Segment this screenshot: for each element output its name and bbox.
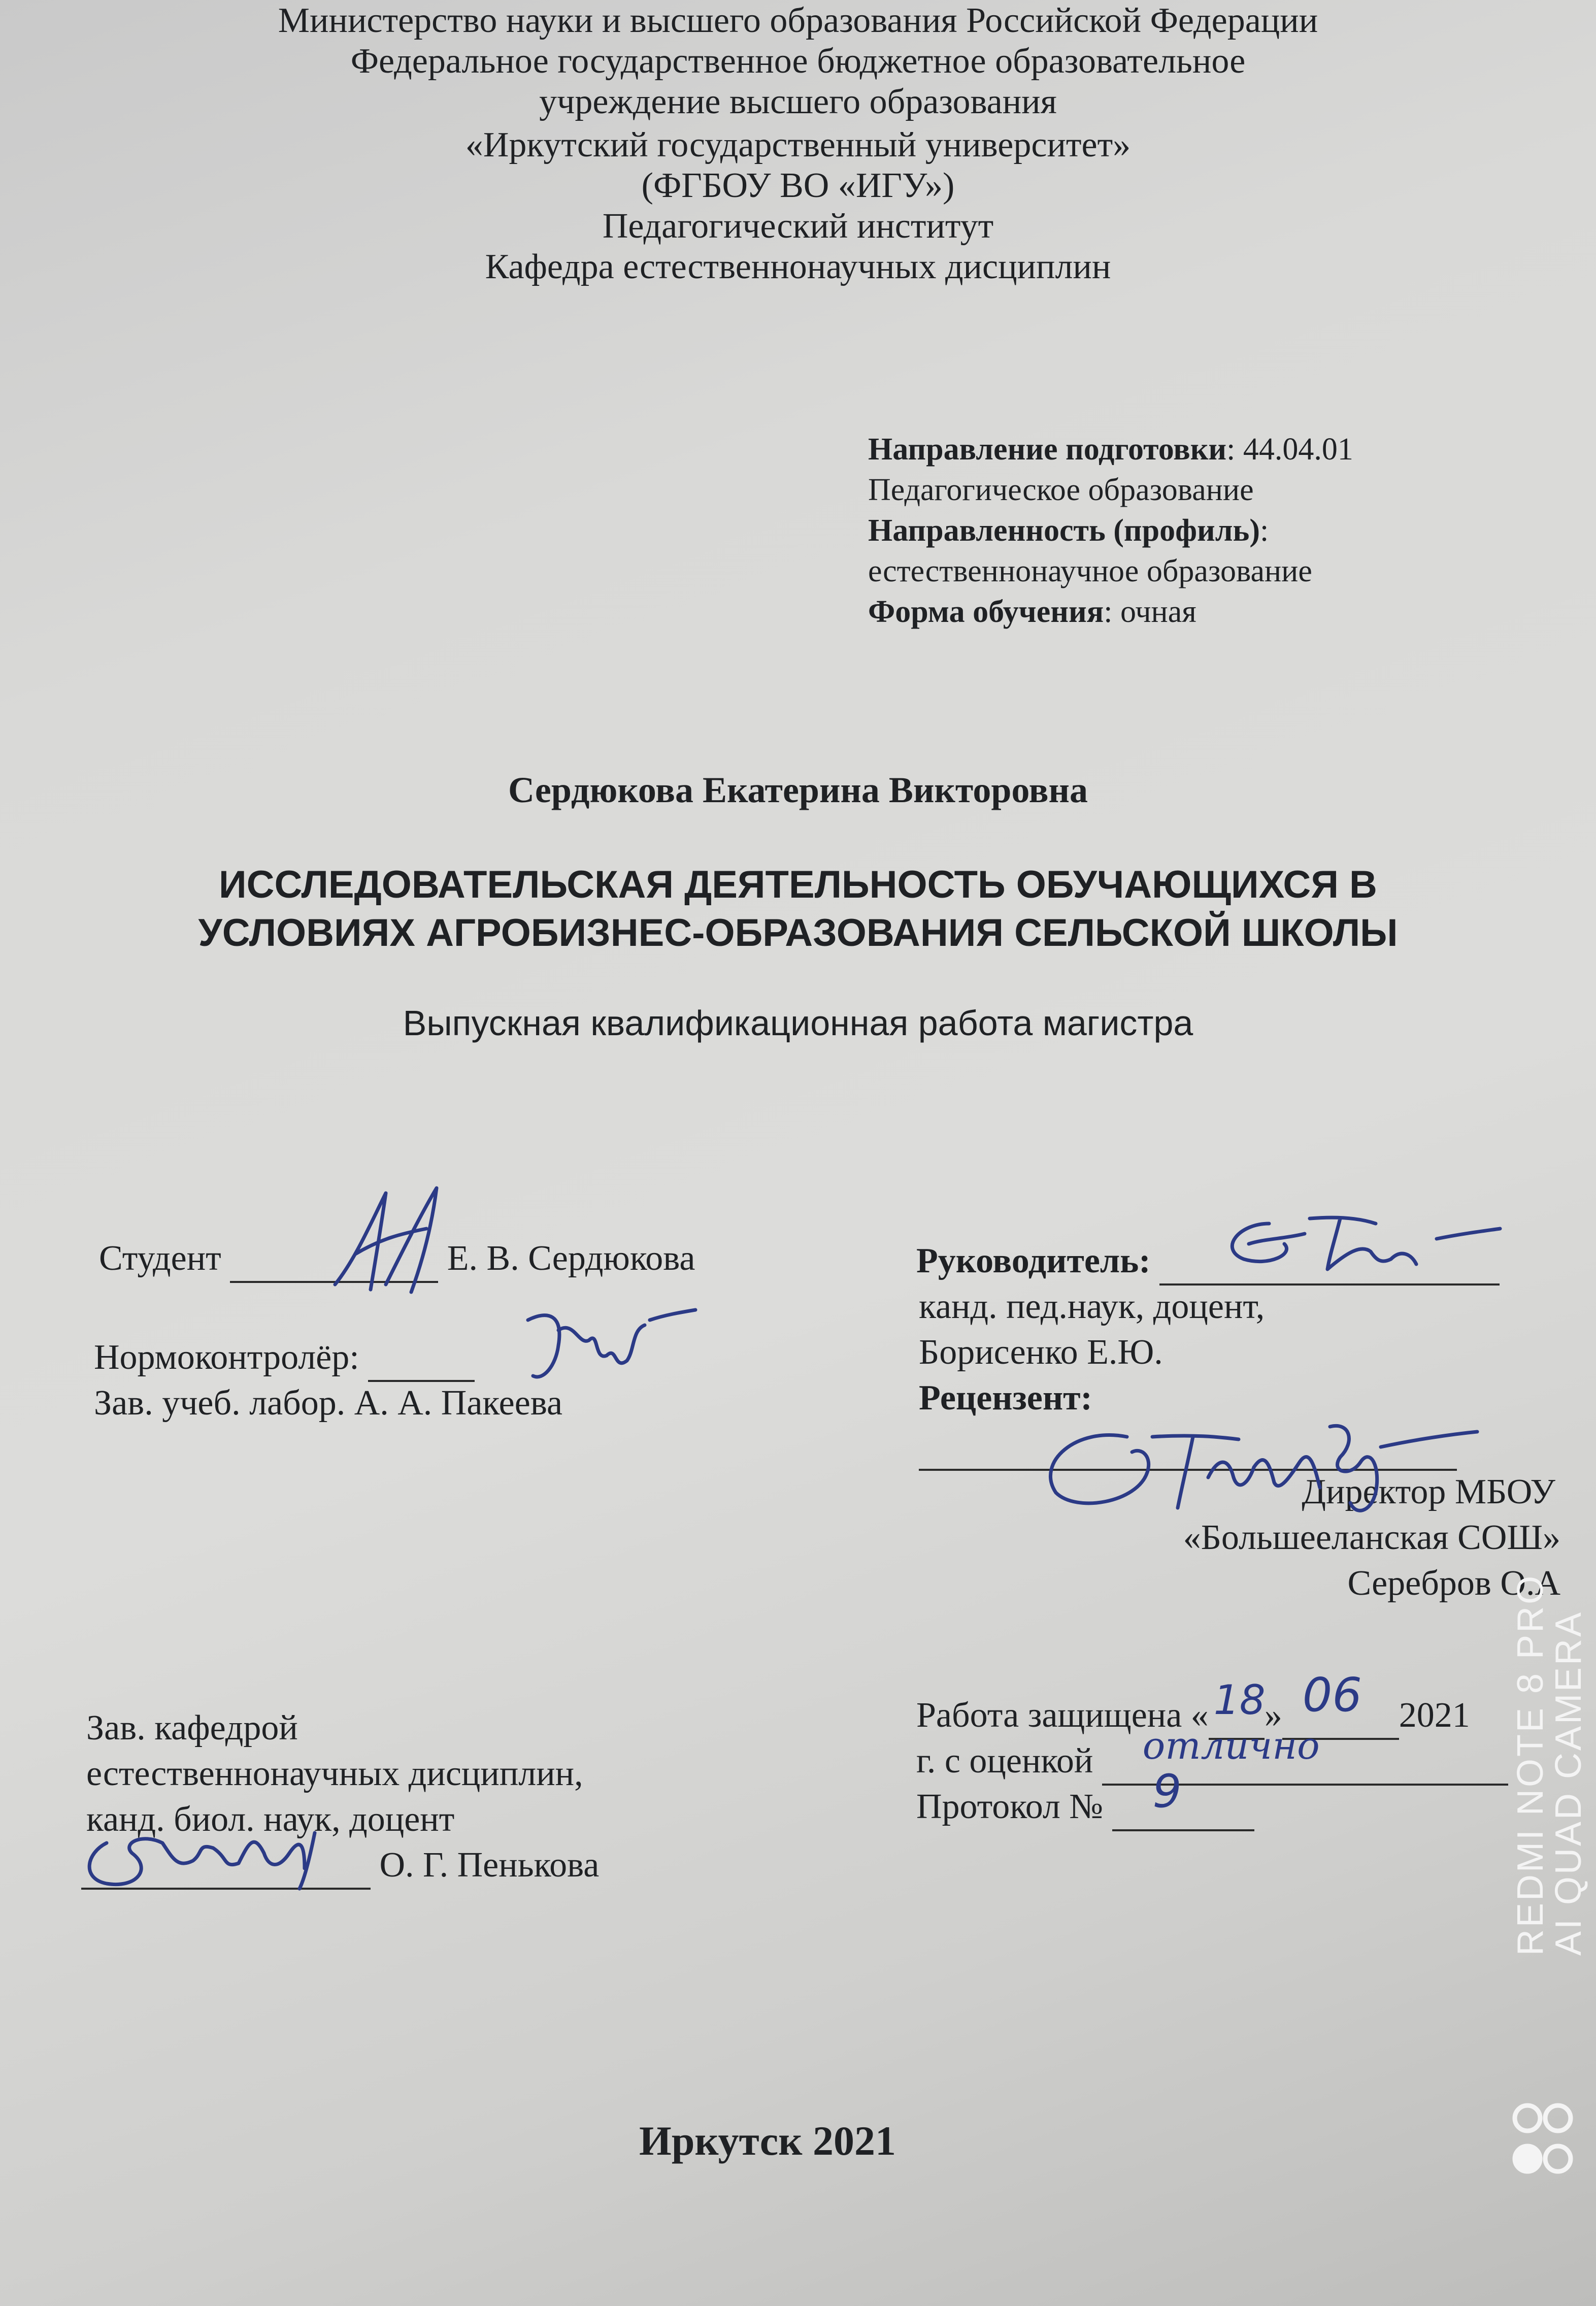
direction-label: Направление подготовки xyxy=(868,432,1227,467)
reviewer-line-1: Директор МБОУ xyxy=(1302,1472,1555,1511)
profile-value: : xyxy=(1259,513,1269,548)
direction-value-2: Педагогическое образование xyxy=(868,473,1254,507)
grade-value: отлично xyxy=(1142,1724,1320,1768)
author-name: Сердюкова Екатерина Викторовна xyxy=(508,770,1088,810)
form-value: : очная xyxy=(1104,595,1196,629)
watermark-line-2: AI QUAD CAMERA xyxy=(1548,1610,1589,1956)
profile-label: Направленность (профиль) xyxy=(868,513,1260,548)
header-line-5: (ФГБОУ ВО «ИГУ») xyxy=(641,166,955,205)
supervisor-line-1: канд. пед.наук, доцент, xyxy=(919,1287,1265,1326)
defense-prefix: Работа защищена « xyxy=(916,1696,1209,1735)
header-line-7: Кафедра естественнонаучных дисциплин xyxy=(485,247,1111,286)
grade-label: г. с оценкой xyxy=(916,1741,1093,1781)
protocol-label: Протокол № xyxy=(916,1787,1104,1826)
normcontrol-signature-line xyxy=(368,1335,475,1382)
supervisor-line-2: Борисенко Е.Ю. xyxy=(919,1333,1163,1372)
supervisor-label: Руководитель: xyxy=(916,1241,1151,1280)
header-line-1: Министерство науки и высшего образования Российской Федерации xyxy=(278,1,1318,40)
thesis-title-line-2: УСЛОВИЯХ АГРОБИЗНЕС-ОБРАЗОВАНИЯ СЕЛЬСКОЙ ШКОЛЫ xyxy=(198,911,1398,954)
protocol-number: 9 xyxy=(1152,1765,1182,1818)
defense-month: 06 xyxy=(1302,1668,1362,1722)
header-line-4: «Иркутский государственный университет» xyxy=(465,125,1131,164)
protocol-line xyxy=(916,1765,1254,1831)
direction-line xyxy=(868,429,1353,470)
grade-line xyxy=(916,1724,1508,1786)
city-year: Иркутск 2021 xyxy=(639,2118,896,2164)
camera-watermark xyxy=(1510,1573,1589,2245)
head-line-1: Зав. кафедрой xyxy=(86,1708,298,1748)
camera-lens-icon xyxy=(1510,2093,1576,2210)
supervisor-signature xyxy=(1208,1203,1503,1284)
normcontrol-label: Нормоконтролёр: xyxy=(94,1338,359,1377)
thesis-type: Выпускная квалификационная работа магистра xyxy=(403,1003,1193,1043)
defense-year: 2021 xyxy=(1399,1696,1470,1735)
reviewer-line-2: «Большееланская СОШ» xyxy=(1183,1518,1560,1557)
profile-value-2: естественнонаучное образование xyxy=(868,554,1312,588)
head-line-2: естественнонаучных дисциплин, xyxy=(86,1754,583,1793)
student-name: Е. В. Сердюкова xyxy=(447,1239,695,1278)
header-line-3: учреждение высшего образования xyxy=(539,82,1057,121)
head-name: О. Г. Пенькова xyxy=(379,1846,600,1885)
reviewer-signature xyxy=(1025,1406,1482,1523)
head-signature xyxy=(76,1813,340,1894)
normcontrol-name: Зав. учеб. лабор. А. А. Пакеева xyxy=(94,1383,563,1423)
header-line-6: Педагогический институт xyxy=(602,207,994,246)
protocol-field xyxy=(1112,1765,1254,1831)
watermark-line-1: REDMI NOTE 8 PRO xyxy=(1510,1573,1551,1956)
profile-line xyxy=(868,510,1269,551)
defense-day: 18 xyxy=(1213,1676,1266,1724)
defense-mid: » xyxy=(1264,1696,1282,1735)
student-label: Студент xyxy=(99,1239,221,1278)
thesis-title-line-1: ИССЛЕДОВАТЕЛЬСКАЯ ДЕЯТЕЛЬНОСТЬ ОБУЧАЮЩИХСЯ В xyxy=(219,863,1377,906)
normcontrol-signature xyxy=(518,1300,701,1391)
normcontrol-line xyxy=(94,1335,475,1382)
student-signature xyxy=(325,1183,447,1300)
head-line-3: канд. биол. наук, доцент xyxy=(86,1800,455,1839)
header-line-2: Федеральное государственное бюджетное образовательное xyxy=(350,42,1246,81)
reviewer-line-3: Серебров О.А xyxy=(1347,1564,1560,1603)
form-line xyxy=(868,591,1196,632)
direction-value: : 44.04.01 xyxy=(1226,432,1353,467)
form-label: Форма обучения xyxy=(868,595,1104,629)
reviewer-label-text: Рецензент: xyxy=(919,1378,1092,1418)
